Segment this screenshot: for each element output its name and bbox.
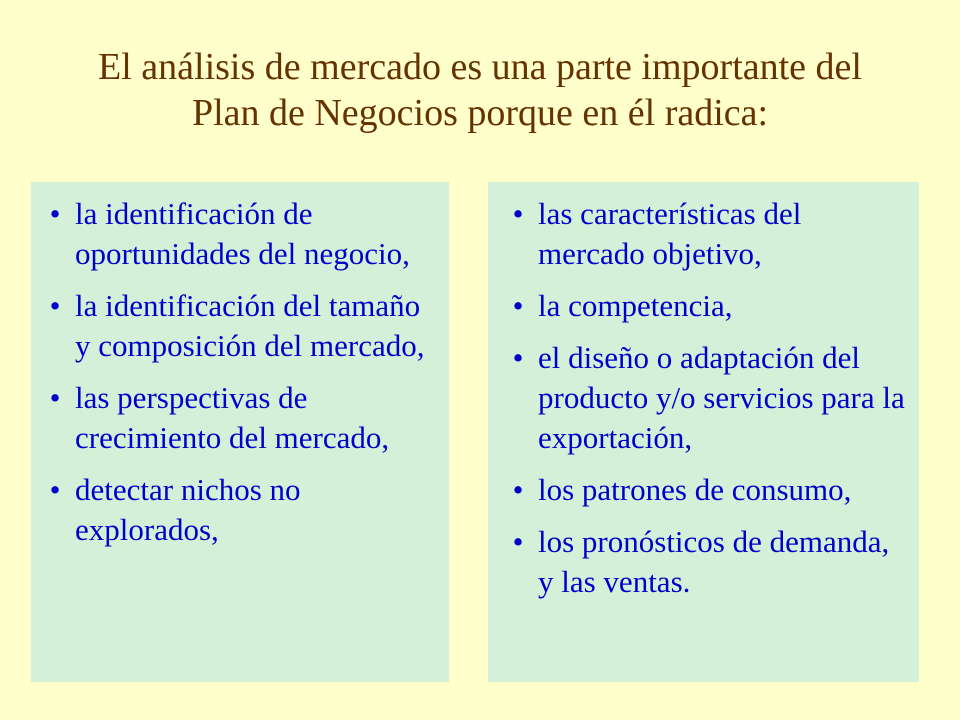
left-bullet-list: [31, 182, 449, 550]
slide-title: [20, 44, 940, 136]
list-item: [506, 338, 909, 458]
bullet-icon: •: [512, 196, 524, 231]
list-item: [43, 194, 439, 274]
bullet-icon: •: [512, 288, 524, 323]
slide-title-line-2: Plan de Negocios porque en él radica:: [191, 92, 769, 134]
list-item: [506, 286, 909, 326]
right-content-panel: [488, 182, 919, 682]
list-item-text: la identificación de oportunidades del negocio,: [75, 196, 410, 271]
bullet-icon: •: [49, 288, 61, 323]
list-item: [506, 470, 909, 510]
bullet-icon: •: [512, 340, 524, 375]
list-item: [43, 378, 439, 458]
bullet-icon: •: [49, 380, 61, 415]
list-item: [43, 286, 439, 366]
bullet-icon: •: [512, 524, 524, 559]
left-content-panel: [31, 182, 449, 682]
list-item: [506, 194, 909, 274]
list-item-text: los pronósticos de demanda, y las ventas.: [538, 524, 890, 599]
bullet-icon: •: [49, 472, 61, 507]
bullet-icon: •: [512, 472, 524, 507]
slide-title-line-1: El análisis de mercado es una parte importante del: [98, 46, 862, 88]
list-item-text: la competencia,: [538, 288, 733, 323]
list-item: [43, 470, 439, 550]
list-item-text: el diseño o adaptación del producto y/o servicios para la exportación,: [538, 340, 905, 455]
right-bullet-list: [488, 182, 919, 602]
list-item-text: la identificación del tamaño y composición del mercado,: [75, 288, 425, 363]
list-item-text: las perspectivas de crecimiento del mercado,: [75, 380, 390, 455]
list-item-text: los patrones de consumo,: [538, 472, 852, 507]
list-item-text: las características del mercado objetivo,: [538, 196, 802, 271]
list-item: [506, 522, 909, 602]
list-item-text: detectar nichos no explorados,: [75, 472, 301, 547]
bullet-icon: •: [49, 196, 61, 231]
